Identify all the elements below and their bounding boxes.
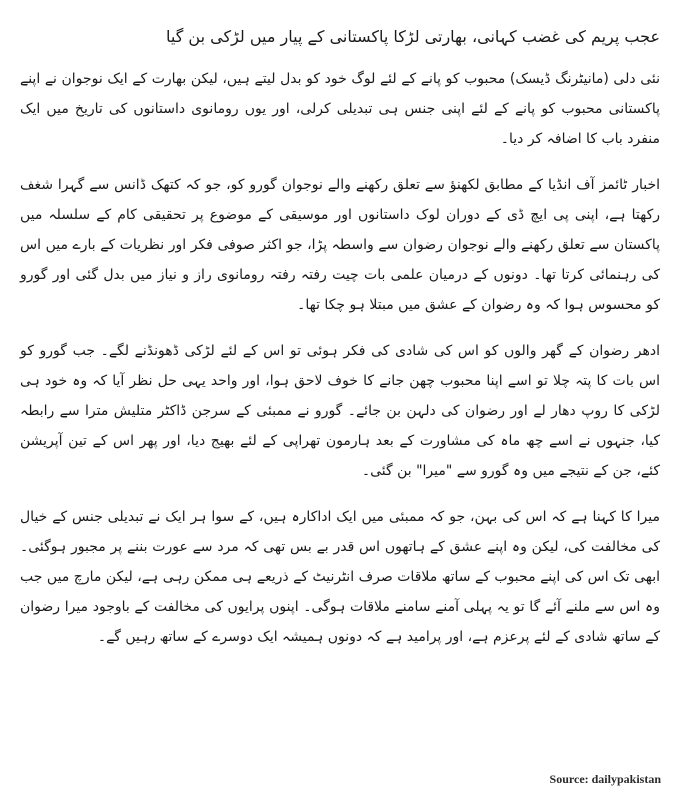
- article-paragraph: میرا کا کہنا ہے کہ اس کی بہن، جو کہ ممبئی میں ایک اداکارہ ہیں، کے سوا ہر ایک نے تبدیلی جنس کے خیال کی مخالفت کی، لیکن وہ اپنے عشق کے ہاتھوں اس قدر بے بس تھی کہ مرد سے عورت بننے پر مجبور ہوگئی۔ ابھی تک اس کی اپنے محبوب کے ساتھ ملاقات صرف انٹرنیٹ کے ذریعے ہی ممکن رہی ہے، لیکن مارچ میں جب وہ اس سے ملنے آئے گا تو یہ پہلی آمنے سامنے ملاقات ہوگی۔ اپنوں پرایوں کی مخالفت کے باوجود میرا رضوان کے ساتھ شادی کے لئے پرعزم ہے، اور پرامید ہے کہ دونوں ہمیشہ ایک دوسرے کے ساتھ رہیں گے۔: [20, 509, 660, 645]
- article-paragraph: ادھر رضوان کے گھر والوں کو اس کی شادی کی فکر ہوئی تو اس کے لئے لڑکی ڈھونڈنے لگے۔ جب گورو کو اس بات کا پتہ چلا تو اسے اپنا محبوب چھن جانے کا خوف لاحق ہوا، اور واحد یہی حل نظر آیا کہ وہ خود ہی لڑکی کا روپ دھار لے اور رضوان کی دلہن بن جائے۔ گورو نے ممبئی کے سرجن ڈاکٹر متلیش مترا سے رابطہ کیا، جنہوں نے اسے چھ ماہ کی مشاورت کے بعد ہارمون تھراپی کے لئے بھیج دیا، اور پھر اس کے تین آپریشن کئے، جن کے نتیجے میں وہ گورو سے "میرا" بن گئی۔: [20, 343, 660, 479]
- article: [20, 24, 660, 668]
- article-paragraph: نئی دلی (مانیٹرنگ ڈیسک) محبوب کو پانے کے لئے لوگ خود کو بدل لیتے ہیں، لیکن بھارت کے ایک نوجوان نے اپنے پاکستانی محبوب کو پانے کے لئے اپنی جنس ہی تبدیلی کرلی، اور یوں رومانوی داستانوں کی تاریخ میں ایک منفرد باب کا اضافہ کر دیا۔: [20, 71, 660, 147]
- article-paragraph: اخبار ٹائمز آف انڈیا کے مطابق لکھنؤ سے تعلق رکھنے والے نوجوان گورو کو، جو کہ کتھک ڈانس سے گہرا شغف رکھتا ہے، اپنی پی ایچ ڈی کے دوران لوک داستانوں اور موسیقی کے موضوع پر تحقیقی کام کے سلسلہ میں پاکستان سے تعلق رکھنے والے نوجوان رضوان سے واسطہ پڑا، جو اکثر صوفی فکر اور نظریات کے بارے میں اس کی رہنمائی کرتا تھا۔ دونوں کے درمیان علمی بات چیت رفتہ رفتہ رومانوی راز و نیاز میں بدل گئی اور گورو کو محسوس ہوا کہ وہ رضوان کے عشق میں مبتلا ہو چکا تھا۔: [20, 177, 660, 313]
- article-headline: عجب پریم کی غضب کہانی، بھارتی لڑکا پاکستانی کے پیار میں لڑکی بن گیا: [166, 27, 660, 46]
- source-credit: Source: dailypakistan: [549, 772, 661, 786]
